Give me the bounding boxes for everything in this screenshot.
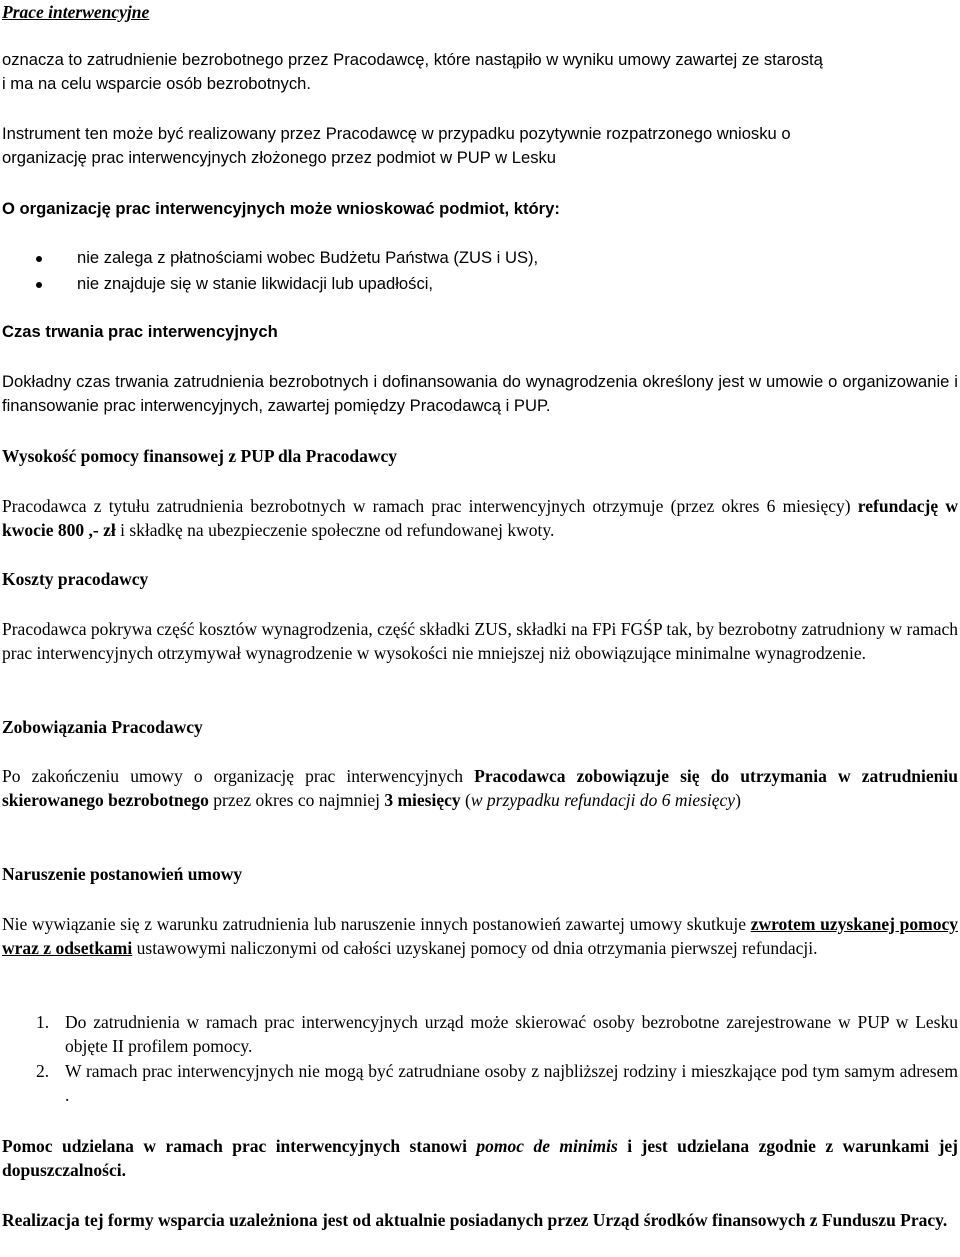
duration-heading: Czas trwania prac interwencyjnych [2,322,278,341]
obligation-period: 3 miesięcy [384,790,461,810]
list-item: 2. W ramach prac interwencyjnych nie mogą być zatrudniane osoby z najbliższej rodziny i mieszkające pod tym samym adresem . [36,1061,958,1105]
intro-line-2: i ma na celu wsparcie osób bezrobotnych. [2,74,311,93]
breach-heading: Naruszenie postanowień umowy [2,864,243,884]
list-item: 1. Do zatrudnienia w ramach prac interwencyjnych urząd może skierować osoby bezrobotne zarejestrowane w PUP w Lesku objęte II profilem pomocy. [36,1012,958,1056]
list-item: nie zalega z płatnościami wobec Budżetu Państwa (ZUS i US), [2,246,958,272]
intro-paragraph [2,48,958,96]
page-title: Prace interwencyjne [2,2,150,22]
list-item: nie znajduje się w stanie likwidacji lub upadłości, [2,272,958,298]
costs-text: Pracodawca pokrywa część kosztów wynagrodzenia, część składki ZUS, składki na FPi FGŚP tak, by bezrobotny zatrudniony w ramach prac interwencyjnych otrzymywał wynagrodzenie w wysokości nie mniejszej niż obowiązujące minimalne wynagrodzenie. [2,619,958,663]
rules-list [2,1010,958,1107]
amount-heading: Wysokość pomocy finansowej z PUP dla Pracodawcy [2,446,398,466]
bullet-icon [36,282,42,288]
bullet-icon [36,256,42,262]
intro-line-1: oznacza to zatrudnienie bezrobotnego przez Pracodawcę, które nastąpiło w wyniku umowy zawartej ze starostą [2,50,823,69]
instrument-line-1: Instrument ten może być realizowany przez Pracodawcę w przypadku pozytywnie rozpatrzonego wniosku o [2,124,791,143]
amount-text: Pracodawca z tytułu zatrudnienia bezrobotnych w ramach prac interwencyjnych otrzymuje (przez okres 6 miesięcy) refundację w kwocie 800 ,- zł i składkę na ubezpieczenie społeczne od refundowanej kwoty. [2,496,958,540]
obligations-heading: Zobowiązania Pracodawcy [2,717,203,737]
obligation-highlight: Pracodawca zobowiązuje się do utrzymania w zatrudnieniu skierowanego bezrobotnego [2,766,958,810]
instrument-line-2: organizację prac interwencyjnych złożonego przez podmiot w PUP w Lesku [2,148,557,167]
funding-note: Realizacja tej formy wsparcia uzależniona jest od aktualnie posiadanych przez Urząd środków finansowych z Funduszu Pracy. [2,1210,948,1230]
refund-with-interest: zwrotem uzyskanej pomocy wraz z odsetkami [2,914,958,958]
breach-text: Nie wywiązanie się z warunku zatrudnienia lub naruszenie innych postanowień zawartej umowy skutkuje zwrotem uzyskanej pomocy wraz z odsetkami ustawowymi naliczonymi od całości uzyskanej pomocy od dnia otrzymania pierwszej refundacji. [2,914,958,958]
instrument-paragraph [2,122,958,170]
eligibility-list [2,246,958,298]
refund-amount: refundację w kwocie 800 ,- zł [2,496,958,540]
eligibility-heading: O organizację prac interwencyjnych może wnioskować podmiot, który: [2,199,560,218]
obligations-text: Po zakończeniu umowy o organizację prac interwencyjnych Pracodawca zobowiązuje się do utrzymania w zatrudnieniu skierowanego bezrobotnego przez okres co najmniej 3 miesięcy (w przypadku refundacji do 6 miesięcy) [2,766,958,810]
duration-text: Dokładny czas trwania zatrudnienia bezrobotnych i dofinansowania do wynagrodzenia określony jest w umowie o organizowanie i finansowanie prac interwencyjnych, zawartej pomiędzy Pracodawcą i PUP. [2,372,958,415]
deminimis-note: Pomoc udzielana w ramach prac interwencyjnych stanowi pomoc de minimis i jest udzielana zgodnie z warunkami jej dopuszczalności. [2,1136,958,1180]
costs-heading: Koszty pracodawcy [2,569,149,589]
